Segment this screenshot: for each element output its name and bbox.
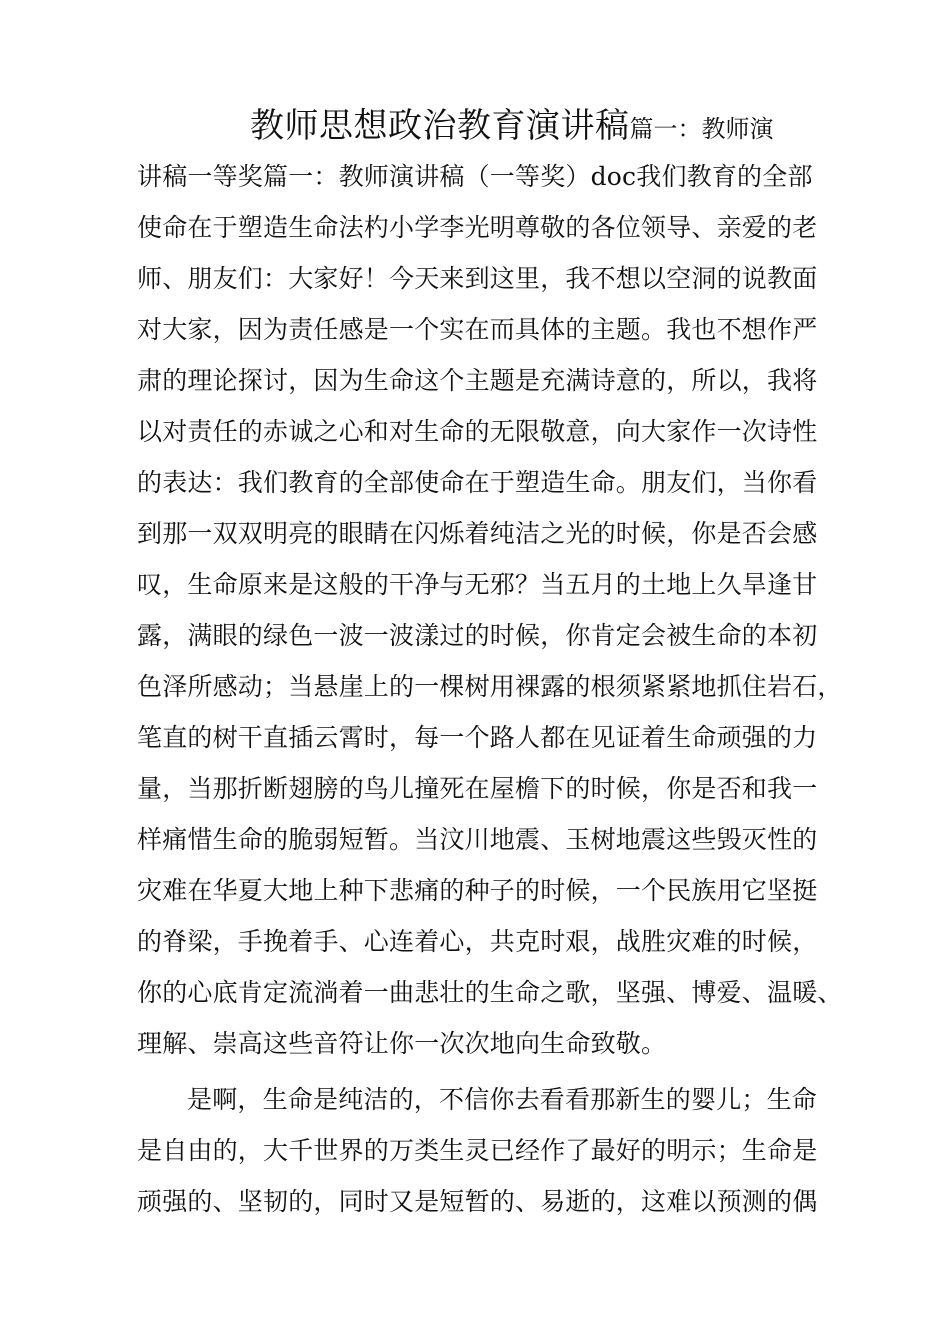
text-line: 是自由的，大千世界的万类生灵已经作了最好的明示；生命是: [137, 1136, 818, 1165]
text-line: 灾难在华夏大地上种下悲痛的种子的时候，一个民族用它坚挺: [137, 876, 818, 905]
text-line: 对大家，因为责任感是一个实在而具体的主题。我也不想作严: [137, 315, 818, 344]
text-line: 顽强的、坚韧的，同时又是短暂的、易逝的，这难以预测的偶: [137, 1187, 818, 1216]
text-line: 以对责任的赤诚之心和对生命的无限敬意，向大家作一次诗性: [137, 417, 818, 446]
title-line: [250, 104, 774, 151]
text-line: 的脊梁，手挽着手、心连着心，共克时艰，战胜灾难的时候，: [137, 927, 818, 956]
text-line: 笔直的树干直插云霄时，每一个路人都在见证着生命顽强的力: [137, 723, 818, 752]
text-line: 是啊，生命是纯洁的，不信你去看看那新生的婴儿；生命: [187, 1085, 818, 1114]
text-line: 量，当那折断翅膀的鸟儿撞死在屋檐下的时候，你是否和我一: [137, 774, 818, 803]
text-line: 叹，生命原来是这般的干净与无邪？当五月的土地上久旱逢甘: [137, 570, 818, 599]
text-line: 的表达：我们教育的全部使命在于塑造生命。朋友们，当你看: [137, 468, 818, 497]
text-line: 师、朋友们：大家好！今天来到这里，我不想以空洞的说教面: [137, 264, 818, 293]
text-line: 露，满眼的绿色一波一波漾过的时候，你肯定会被生命的本初: [137, 621, 818, 650]
text-line: 色泽所感动；当悬崖上的一棵树用裸露的根须紧紧地抓住岩石，: [137, 672, 843, 701]
text-line: 你的心底肯定流淌着一曲悲壮的生命之歌，坚强、博爱、温暖、: [137, 978, 843, 1007]
document-title: 教师思想政治教育演讲稿: [250, 106, 630, 146]
title-suffix: 篇一：教师演: [629, 115, 774, 143]
text-line: 肃的理论探讨，因为生命这个主题是充满诗意的，所以，我将: [137, 366, 818, 395]
text-line: 使命在于塑造生命法杓小学李光明尊敬的各位领导、亲爱的老: [137, 213, 818, 242]
text-line: 理解、崇高这些音符让你一次次地向生命致敬。: [137, 1029, 667, 1058]
text-line: 样痛惜生命的脆弱短暂。当汶川地震、玉树地震这些毁灭性的: [137, 825, 818, 854]
text-line: 到那一双双明亮的眼睛在闪烁着纯洁之光的时候，你是否会感: [137, 519, 818, 548]
text-line: 讲稿一等奖篇一：教师演讲稿（一等奖）doc我们教育的全部: [137, 162, 813, 191]
